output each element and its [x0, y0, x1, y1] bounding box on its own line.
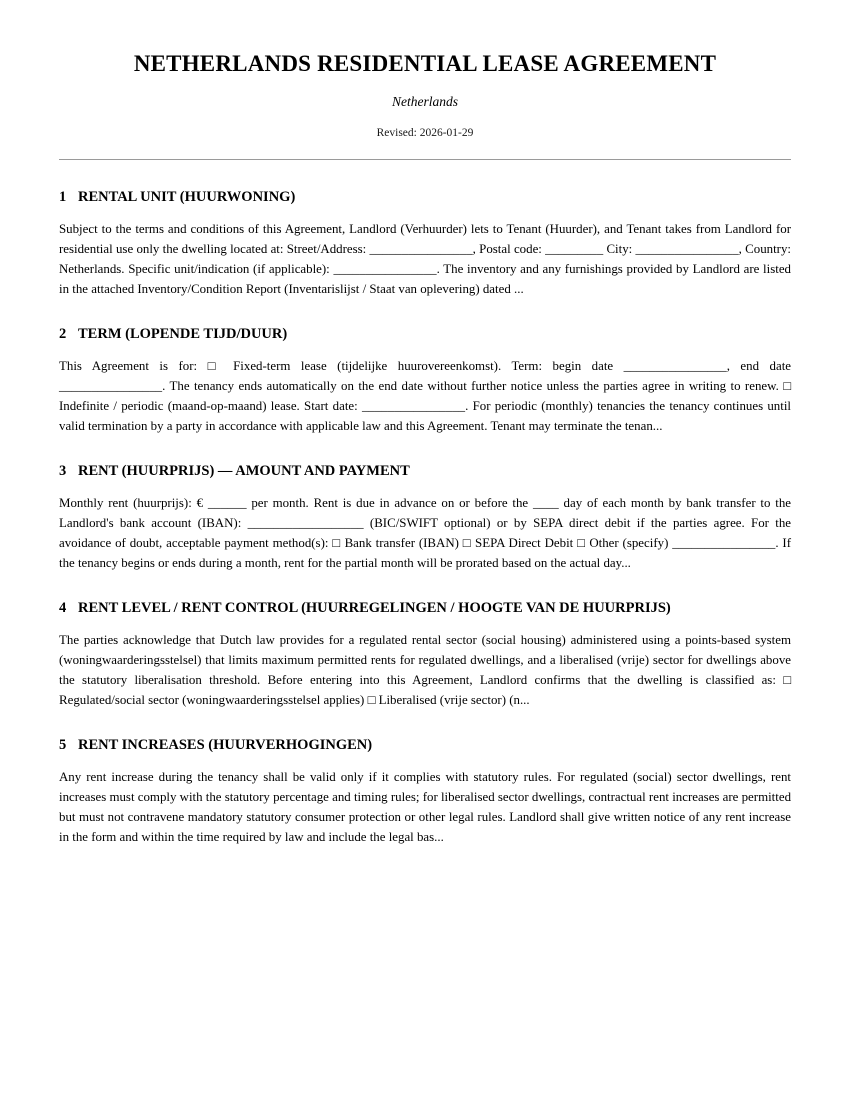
section-2-title: TERM (LOPENDE TIJD/DUUR): [78, 325, 288, 342]
section-1-number: 1: [59, 188, 67, 205]
section-5-number: 5: [59, 737, 67, 754]
section-3: [59, 462, 791, 573]
section-2-heading: [59, 325, 791, 343]
section-1-heading: [59, 188, 791, 206]
section-5-body: Any rent increase during the tenancy shall be valid only if it complies with statutory rules. For regulated (social) sector dwellings, rent increases must comply with the statutory percentage and timing rules; for liberalised sector dwellings, contractual rent increases are permitted but must not contravene mandatory statutory consumer protection or other legal rules. Landlord shall give written notice of any rent increase in the form and within the time required by law and include the legal bas...: [59, 770, 792, 845]
section-3-heading: [59, 462, 791, 480]
document-subtitle: Netherlands: [392, 93, 458, 109]
section-1-body: Subject to the terms and conditions of this Agreement, Landlord (Verhuurder) lets to Tenant (Huurder), and Tenant takes from Landlord for residential use only the dwelling located at: Street/Address: ________________, Postal code: _________ City: ________________, Country: Netherlands. Specific unit/indication (if applicable): ________________. The inventory and any furnishings provided by Landlord are listed in the attached Inventory/Condition Report (Inventarislijst / Staat van oplevering) dated ...: [59, 221, 791, 296]
header-divider: [59, 159, 791, 160]
section-2-number: 2: [59, 325, 67, 342]
section-3-body: Monthly rent (huurprijs): € ______ per month. Rent is due in advance on or before the ____ day of each month by bank transfer to the Landlord's bank account (IBAN): __________________ (BIC/SWIFT optional) or by SEPA direct debit if the parties agree. For the avoidance of doubt, acceptable payment method(s): □ Bank transfer (IBAN) □ SEPA Direct Debit □ Other (specify) ________________. If the tenancy begins or ends during a month, rent for the partial month will be prorated based on the actual day...: [59, 495, 791, 570]
section-3-number: 3: [59, 462, 67, 479]
section-1: [59, 188, 791, 299]
document-content: [59, 0, 791, 847]
section-4-number: 4: [59, 599, 67, 616]
section-3-title: RENT (HUURPRIJS) — AMOUNT AND PAYMENT: [78, 462, 410, 479]
section-4: [59, 599, 791, 710]
section-5-heading: [59, 736, 791, 754]
section-2-body: This Agreement is for: □ Fixed-term lease (tijdelijke huurovereenkomst). Term: begin date ________________, end date ________________. The tenancy ends automatically on the end date without further notice unless the parties agree in writing to renew. □ Indefinite / periodic (maand-op-maand) lease. Start date: ________________. For periodic (monthly) tenancies the tenancy continues until valid termination by a party in accordance with applicable law and this Agreement. Tenant may terminate the tenan...: [59, 358, 791, 433]
section-5-title: RENT INCREASES (HUURVERHOGINGEN): [78, 737, 373, 754]
document-revised-date: Revised: 2026-01-29: [376, 126, 474, 139]
section-2: [59, 325, 791, 436]
page-title: NETHERLANDS RESIDENTIAL LEASE AGREEMENT: [133, 51, 717, 76]
section-5: [59, 736, 791, 847]
section-4-title: RENT LEVEL / RENT CONTROL (HUURREGELINGEN / HOOGTE VAN DE HUURPRIJS): [78, 599, 671, 616]
section-4-heading: [59, 599, 791, 617]
section-1-title: RENTAL UNIT (HUURWONING): [78, 188, 296, 205]
section-4-body: The parties acknowledge that Dutch law provides for a regulated rental sector (social housing) administered using a points-based system (woningwaarderingsstelsel) that limits maximum permitted rents for regulated dwellings, and a liberalised (vrije) sector for dwellings above the statutory liberalisation threshold. Before entering into this Agreement, Landlord confirms that the dwelling is classified as: □ Regulated/social sector (woningwaarderingsstelsel applies) □ Liberalised (vrije sector) (n...: [59, 633, 791, 708]
